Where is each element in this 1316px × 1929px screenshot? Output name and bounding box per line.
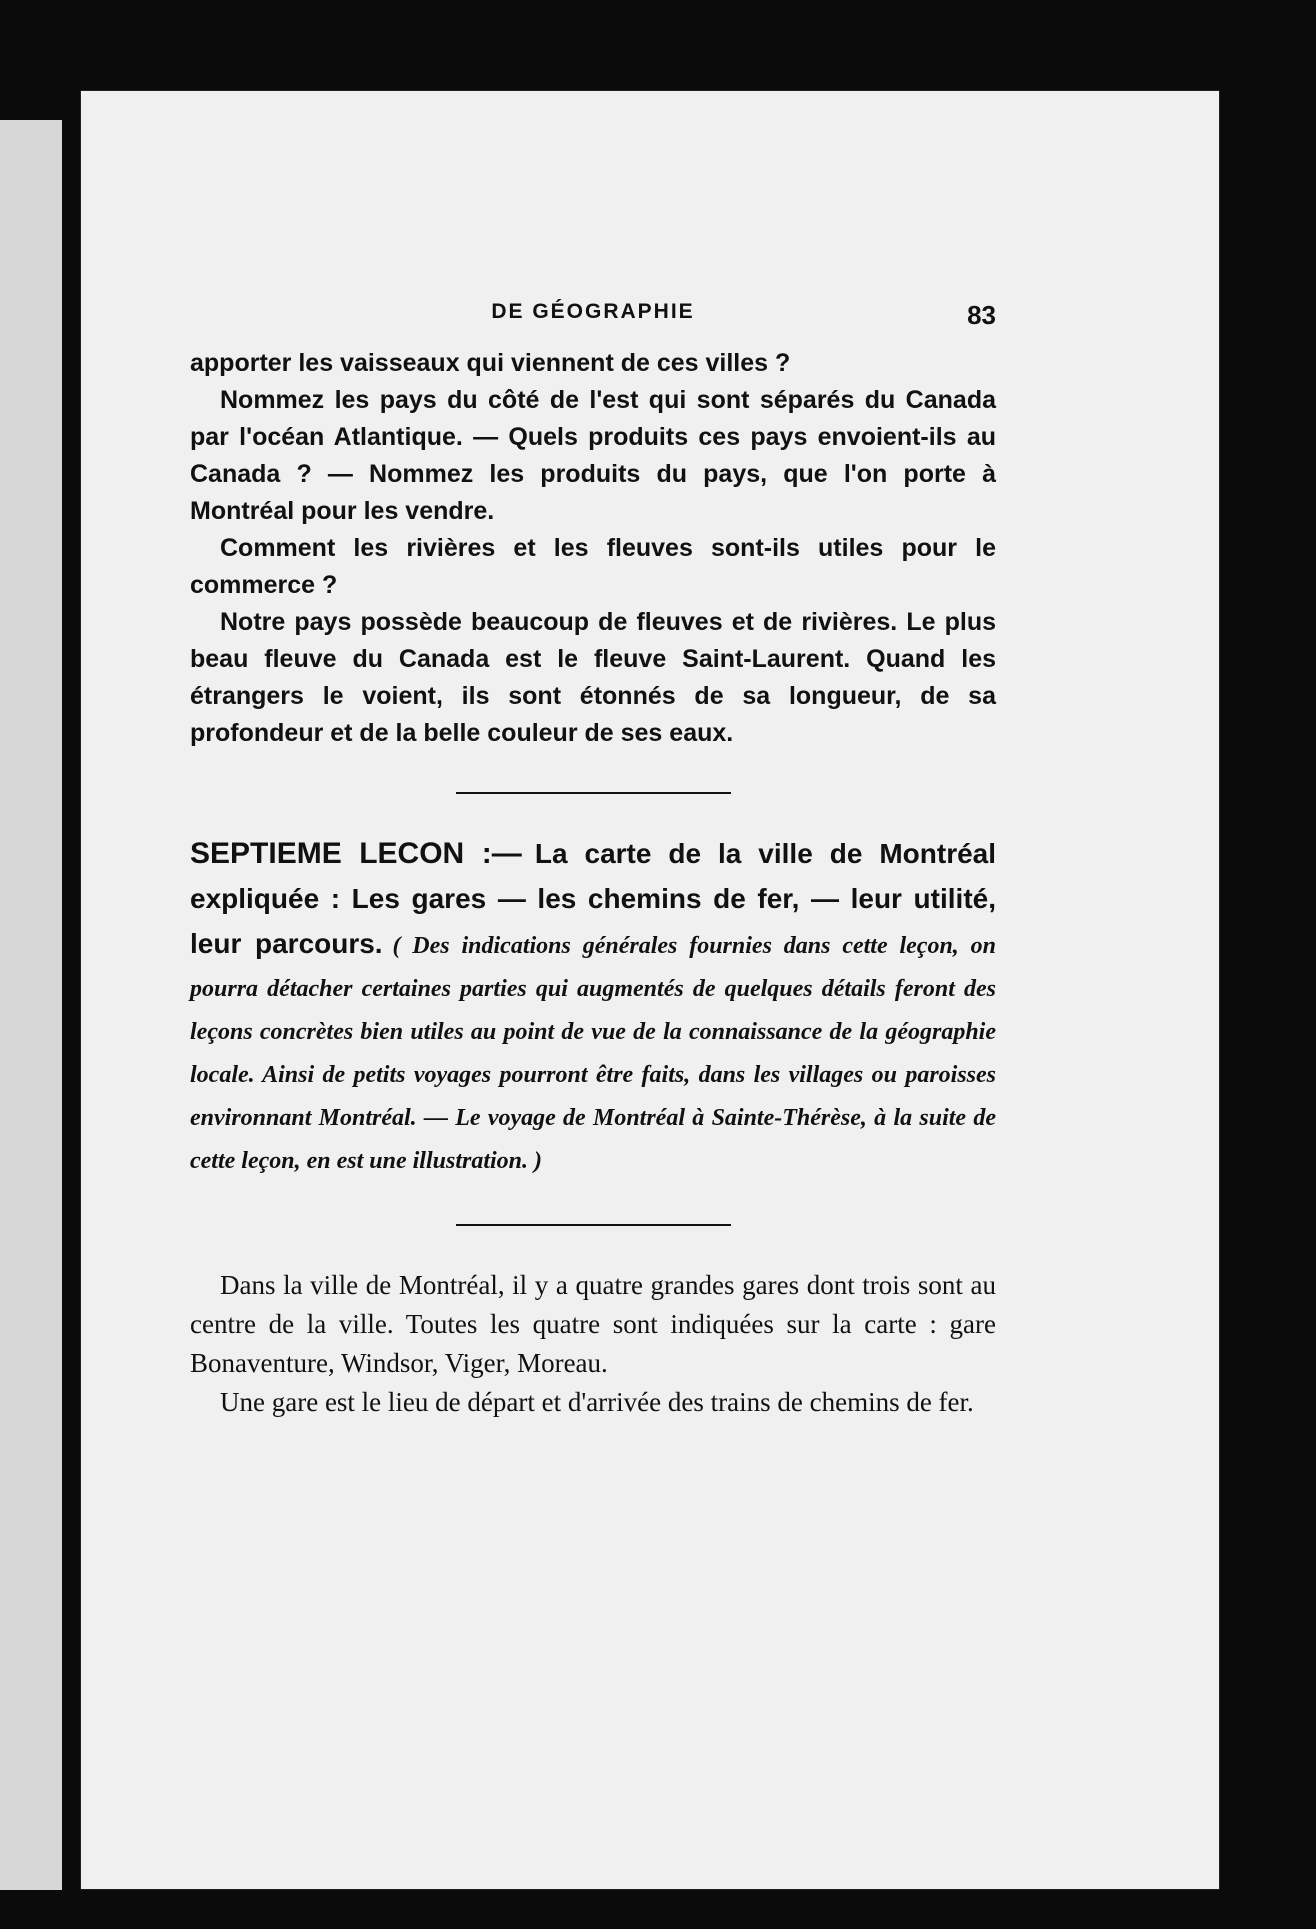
- page-header: [190, 300, 996, 345]
- divider-rule: [456, 1224, 731, 1226]
- paragraph: Dans la ville de Montréal, il y a quatre grandes gares dont trois sont au centre de la ville. Toutes les quatre sont indiquées sur la carte : gare Bonaventure, Windsor, Viger, Moreau.: [190, 1270, 996, 1378]
- page-content: [190, 300, 996, 1422]
- paragraph: Notre pays possède beaucoup de fleuves et de rivières. Le plus beau fleuve du Canada est le fleuve Saint-Laurent. Quand les étrangers le voient, ils sont étonnés de sa longueur, de sa profondeur et de la belle couleur de ses eaux.: [190, 608, 996, 747]
- page-number: 83: [967, 300, 996, 330]
- lesson-number: SEPTIEME LECON :—: [190, 837, 522, 870]
- paragraph: Une gare est le lieu de départ et d'arrivée des trains de chemins de fer.: [220, 1387, 974, 1417]
- lesson-title: La carte de la ville de Montréal expliquée : Les gares — les chemins de fer, — leur utilité, leur parcours.: [190, 838, 997, 959]
- running-head: DE GÉOGRAPHIE: [491, 300, 695, 323]
- paragraph: Nommez les pays du côté de l'est qui sont séparés du Canada par l'océan Atlantique. — Quels produits ces pays envoient-ils au Canada ? — Nommez les produits du pays, que l'on porte à Montréal pour les vendre.: [190, 386, 996, 525]
- paragraph: Comment les rivières et les fleuves sont-ils utiles pour le commerce ?: [190, 534, 996, 599]
- paragraph: apporter les vaisseaux qui viennent de ces villes ?: [190, 349, 791, 377]
- lesson-heading-block: [190, 834, 996, 1184]
- questions-section: [190, 345, 996, 752]
- divider-rule: [456, 792, 731, 794]
- lesson-note: ( Des indications générales fournies dans cette leçon, on pourra détacher certaines parties qui augmentés de quelques détails feront des leçons concrètes bien utiles au point de vue de la connaissance de la géographie locale. Ainsi de petits voyages pourront être faits, dans les villages ou paroisses environnant Montréal. — Le voyage de Montréal à Sainte-Thérèse, à la suite de cette leçon, en est une illustration. ): [190, 933, 996, 1174]
- facing-page-edge: [0, 120, 62, 1890]
- lesson-body: [190, 1266, 996, 1422]
